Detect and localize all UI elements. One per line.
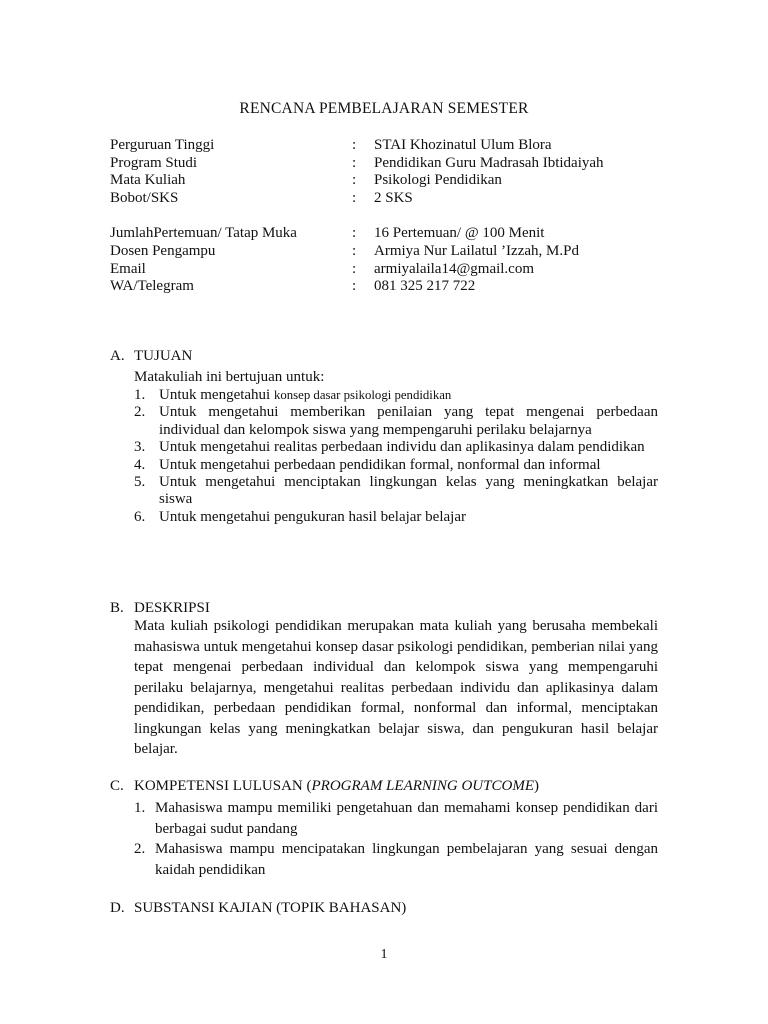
section-letter: A. — [110, 348, 125, 364]
info-row — [110, 261, 670, 279]
list-number: 1. — [134, 387, 146, 403]
list-number: 6. — [134, 508, 146, 525]
info-value: Psikologi Pendidikan — [374, 172, 502, 189]
info-row — [110, 278, 670, 296]
section-c-list — [134, 798, 658, 880]
section-letter: D. — [110, 900, 125, 916]
info-colon: : — [352, 154, 357, 171]
list-item — [134, 457, 658, 474]
section-b-paragraph: Mata kuliah psikologi pendidikan merupakan mata kuliah yang berusaha membekali mahasiswa untuk mengetahui konsep dasar psikologi pendidikan, pemberian nilai yang tepat mengenai perbedaan individual dan kelompok siswa yang mempengaruhi perilaku belajarnya, mengetahui realitas perbedaan individu dan aplikasinya dalam pendidikan, perbedaan pendidikan formal, nonformal dan informal, menciptakan lingkungan kelas yang meningkatkan belajar siswa, dan pengukuran hasil belajar belajar. — [134, 618, 658, 757]
info-colon: : — [352, 225, 357, 242]
info-label: Dosen Pengampu — [110, 242, 216, 259]
info-row — [110, 155, 670, 173]
info-colon: : — [352, 137, 357, 153]
section-title: SUBSTANSI KAJIAN (TOPIK BAHASAN) — [134, 900, 407, 916]
list-text: Untuk mengetahui — [159, 387, 274, 403]
list-text: Mahasiswa mampu memiliki pengetahuan dan memahami konsep pendidikan dari berbagai sudut pandang — [155, 800, 658, 837]
course-info — [110, 137, 670, 296]
section-d-heading — [110, 900, 406, 917]
info-value: 16 Pertemuan/ @ 100 Menit — [374, 225, 545, 242]
info-value: Pendidikan Guru Madrasah Ibtidaiyah — [374, 154, 604, 171]
section-title: TUJUAN — [134, 348, 193, 364]
info-label: Perguruan Tinggi — [110, 137, 215, 153]
list-text: Untuk mengetahui perbedaan pendidikan formal, nonformal dan informal — [159, 456, 601, 473]
list-number: 4. — [134, 456, 146, 473]
list-item — [134, 387, 658, 404]
section-letter: B. — [110, 600, 124, 616]
list-number: 3. — [134, 439, 146, 456]
list-text: Untuk mengetahui realitas perbedaan individu dan aplikasinya dalam pendidikan — [159, 439, 645, 456]
list-number: 5. — [134, 474, 146, 491]
info-label: Program Studi — [110, 154, 198, 171]
section-b-heading — [110, 600, 210, 617]
info-label: Bobot/SKS — [110, 189, 179, 206]
list-number: 1. — [134, 800, 146, 816]
section-title: KOMPETENSI LULUSAN ( — [134, 778, 312, 794]
info-row — [110, 190, 670, 208]
info-label: Email — [110, 260, 146, 277]
info-value: 081 325 217 722 — [374, 278, 476, 295]
list-item — [134, 439, 658, 456]
list-item — [134, 474, 658, 509]
info-label: Mata Kuliah — [110, 172, 186, 189]
info-value: 2 SKS — [374, 189, 413, 206]
section-a-heading — [110, 348, 192, 365]
section-a-list — [134, 387, 658, 526]
list-number: 2. — [134, 841, 146, 857]
info-colon: : — [352, 172, 357, 189]
info-row — [110, 243, 670, 261]
info-row — [110, 225, 670, 243]
list-number: 2. — [134, 404, 146, 421]
info-value: STAI Khozinatul Ulum Blora — [374, 137, 552, 153]
list-text: Untuk mengetahui memberikan penilaian yang tepat mengenai perbedaan individual dan kelompok siswa yang mempengaruhi perilaku belajarnya — [159, 404, 658, 438]
list-text-small: konsep dasar psikologi pendidikan — [273, 388, 452, 402]
info-colon: : — [352, 189, 357, 206]
info-colon: : — [352, 278, 357, 295]
section-title-italic: PROGRAM LEARNING OUTCOME — [311, 778, 534, 794]
info-label: WA/Telegram — [110, 278, 194, 295]
section-a-intro: Matakuliah ini bertujuan untuk: — [134, 369, 325, 385]
section-letter: C. — [110, 778, 124, 794]
list-text: Mahasiswa mampu mencipatakan lingkungan pembelajaran yang sesuai dengan kaidah pendidikan — [155, 841, 658, 878]
list-item — [134, 798, 658, 839]
list-item — [134, 404, 658, 439]
section-title: DESKRIPSI — [134, 600, 210, 616]
info-row — [110, 172, 670, 190]
info-value: armiyalaila14@gmail.com — [374, 260, 535, 277]
info-spacer — [110, 207, 670, 225]
list-item — [134, 509, 658, 526]
info-colon: : — [352, 242, 357, 259]
list-text: Untuk mengetahui pengukuran hasil belajar belajar — [159, 508, 466, 525]
info-colon: : — [352, 260, 357, 277]
section-c-heading — [110, 778, 539, 795]
list-text: Untuk mengetahui menciptakan lingkungan kelas yang meningkatkan belajar siswa — [159, 474, 658, 508]
list-item — [134, 839, 658, 880]
page-number: 1 — [380, 947, 388, 962]
info-label: JumlahPertemuan/ Tatap Muka — [110, 225, 297, 242]
section-title-end: ) — [533, 778, 539, 794]
info-value: Armiya Nur Lailatul ’Izzah, M.Pd — [374, 242, 579, 259]
document-title: RENCANA PEMBELAJARAN SEMESTER — [239, 100, 529, 117]
info-row — [110, 137, 670, 155]
